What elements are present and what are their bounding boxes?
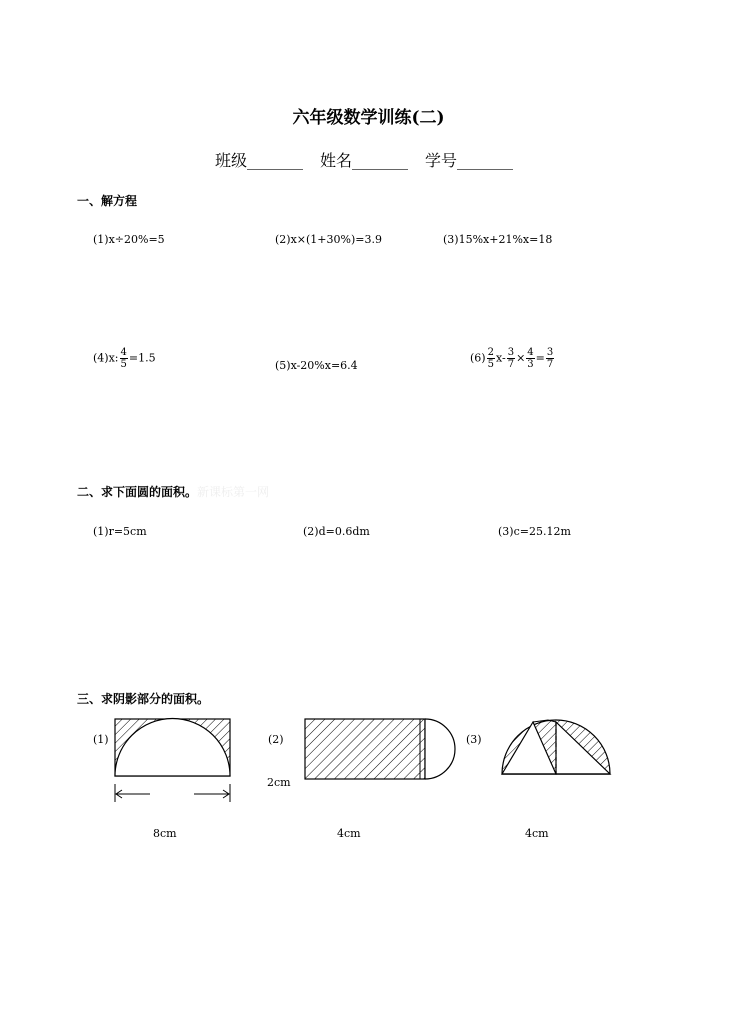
problem-2-3: (3)c=25.12m — [498, 525, 571, 538]
section-3-heading: 三、求阴影部分的面积。 — [77, 692, 210, 706]
page-title: 六年级数学训练(二) — [292, 108, 445, 128]
denominator: 7 — [546, 359, 554, 370]
figure-1-diagram — [110, 714, 240, 806]
problem-1-4-prefix: (4)x: — [93, 351, 119, 365]
denominator: 3 — [527, 359, 534, 370]
figure-1-dimension: 8cm — [153, 827, 177, 840]
denominator: 7 — [507, 359, 515, 370]
problem-1-2: (2)x×(1+30%)=3.9 — [275, 233, 382, 246]
section-2-heading-text: 二、求下面圆的面积。 — [77, 485, 198, 499]
problem-1-3: (3)15%x+21%x=18 — [443, 233, 553, 246]
fraction — [487, 347, 495, 370]
figure-2-side-length: 2cm — [267, 776, 291, 789]
denominator: 5 — [120, 359, 127, 370]
figure-2-label: (2) — [268, 733, 284, 746]
problem-1-6-prefix: (6) — [470, 351, 486, 365]
problem-1-4 — [93, 347, 156, 370]
fraction — [120, 347, 128, 370]
section-1-heading: 一、解方程 — [77, 194, 138, 208]
numerator: 4 — [527, 347, 534, 358]
operator: × — [516, 351, 526, 365]
fraction — [546, 347, 554, 370]
numerator: 3 — [546, 347, 554, 358]
figure-1-label: (1) — [93, 733, 109, 746]
figure-3-label: (3) — [466, 733, 482, 746]
numerator: 4 — [120, 347, 127, 358]
figure-2-diagram — [300, 714, 460, 786]
section-2-heading — [77, 483, 269, 500]
shaded-rectangle — [305, 719, 425, 779]
problem-1-1: (1)x÷20%=5 — [93, 233, 165, 246]
problem-2-1: (1)r=5cm — [93, 525, 147, 538]
problem-1-4-suffix: =1.5 — [128, 351, 156, 365]
class-field: 班级_______ — [215, 151, 304, 170]
watermark: 新课标第一网 — [197, 485, 270, 499]
fraction — [507, 347, 515, 370]
semicircle — [425, 719, 455, 779]
fraction — [526, 347, 534, 370]
numerator: 3 — [507, 347, 515, 358]
denominator: 5 — [487, 359, 494, 370]
problem-1-5: (5)x-20%x=6.4 — [275, 359, 358, 372]
problem-2-2: (2)d=0.6dm — [303, 525, 370, 538]
figure-3-diagram — [498, 714, 618, 780]
figure-3-dimension: 4cm — [525, 827, 549, 840]
operator: x- — [495, 351, 506, 365]
numerator: 2 — [487, 347, 494, 358]
figure-2-dimension: 4cm — [337, 827, 361, 840]
problem-1-6 — [470, 347, 555, 370]
operator: = — [535, 351, 545, 365]
student-id-field: 学号_______ — [425, 151, 514, 170]
name-field: 姓名_______ — [320, 151, 409, 170]
